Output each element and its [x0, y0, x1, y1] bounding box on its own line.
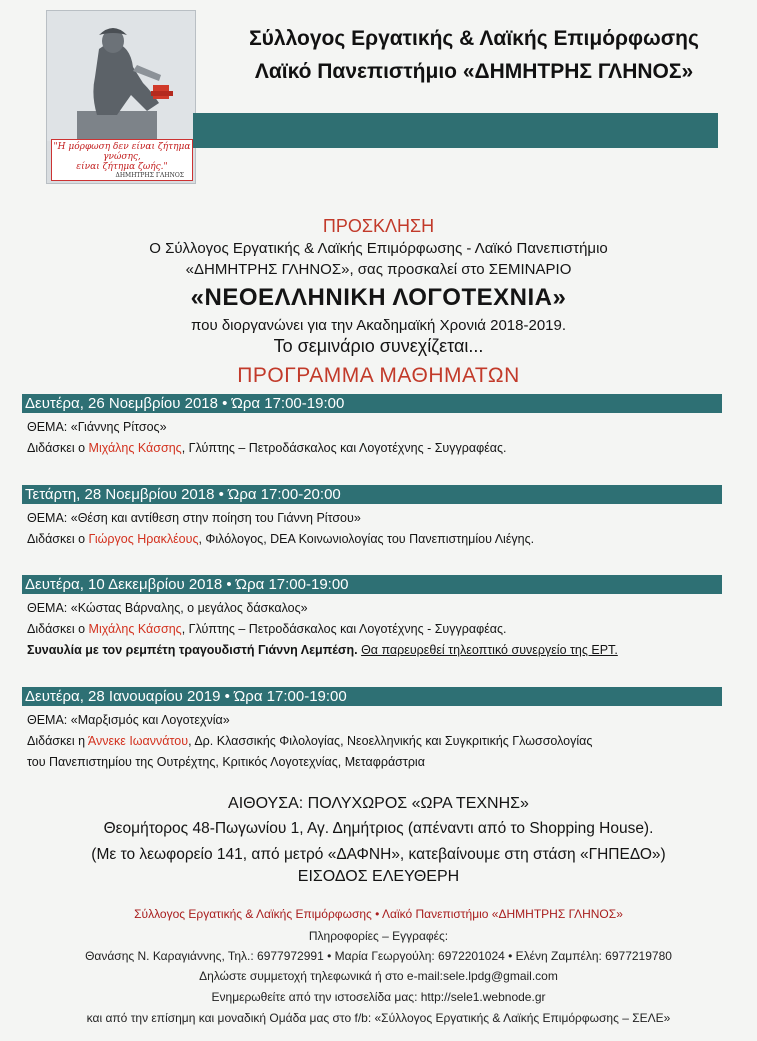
logo-quote: [51, 139, 193, 181]
session-extra-line: [22, 640, 722, 661]
seminar-title: «ΝΕΟΕΛΛΗΝΙΚΗ ΛΟΓΟΤΕΧΝΙΑ»: [190, 284, 567, 311]
free-entry: ΕΙΣΟΔΟΣ ΕΛΕΥΘΕΡΗ: [297, 868, 460, 885]
teacher-description: , Γλύπτης – Πετροδάσκαλος και Λογοτέχνης - Συγγραφέας.: [181, 441, 507, 455]
session-date: Τετάρτη, 28 Νοεμβρίου 2018 • Ώρα 17:00-20:00: [22, 485, 722, 504]
header-bar: [193, 113, 718, 148]
session-4: [22, 687, 722, 773]
footer-org: Σύλλογος Εργατικής & Λαϊκής Επιμόρφωσης • Λαϊκό Πανεπιστήμιο «ΔΗΜΗΤΡΗΣ ΓΛΗΝΟΣ»: [134, 907, 623, 921]
teacher-prefix: Διδάσκει η: [27, 734, 88, 748]
teacher-description: , Γλύπτης – Πετροδάσκαλος και Λογοτέχνης - Συγγραφέας.: [181, 622, 507, 636]
session-teacher-line: [22, 529, 722, 550]
program-title: ΠΡΟΓΡΑΜΜΑ ΜΑΘΗΜΑΤΩΝ: [237, 364, 520, 387]
teacher-prefix: Διδάσκει ο: [27, 441, 89, 455]
session-date: Δευτέρα, 28 Ιανουαρίου 2019 • Ώρα 17:00-19:00: [22, 687, 722, 706]
logo-quote-line1: "Η μόρφωση δεν είναι ζήτημα γνώσης,: [53, 142, 191, 162]
footer-contacts: Θανάσης Ν. Καραγιάννης, Τηλ.: 6977972991 • Μαρία Γεωργούλη: 6972201024 • Ελένη Ζαμπέλη: 6977219780: [85, 949, 672, 963]
teacher-name: Γιώργος Ηρακλέους: [88, 532, 199, 546]
footer-website[interactable]: Ενημερωθείτε από την ιστοσελίδα μας: http://sele1.webnode.gr: [211, 990, 546, 1004]
session-teacher-line: [22, 731, 722, 752]
session-teacher-line: [22, 619, 722, 640]
teacher-prefix: Διδάσκει ο: [27, 532, 89, 546]
footer-facebook: και από την επίσημη και μοναδική Ομάδα μας στο f/b: «Σύλλογος Εργατικής & Λαϊκής Επιμόρφωσης – ΣΕΛΕ»: [86, 1011, 671, 1025]
tv-crew-note: Θα παρευρεθεί τηλεοπτικό συνεργείο της ΕΡΤ.: [361, 643, 618, 657]
session-teacher-line: [22, 438, 722, 459]
org-title-line1: Σύλλογος Εργατικής & Λαϊκής Επιμόρφωσης: [249, 27, 699, 50]
teacher-description: , Φιλόλογος, DEA Κοινωνιολογίας του Πανεπιστημίου Λιέγης.: [198, 532, 535, 546]
session-topic: ΘΕΜΑ: «Θέση και αντίθεση στην ποίηση του Γιάννη Ρίτσου»: [27, 511, 361, 525]
intro-line1: Ο Σύλλογος Εργατικής & Λαϊκής Επιμόρφωσης - Λαϊκό Πανεπιστήμιο: [149, 240, 608, 257]
teacher-name: Άννεκε Ιωαννάτου: [87, 734, 189, 748]
venue-hall: ΑΙΘΟΥΣΑ: ΠΟΛΥΧΩΡΟΣ «ΩΡΑ ΤΕΧΝΗΣ»: [228, 795, 529, 812]
continues-line: Το σεμινάριο συνεχίζεται...: [273, 336, 484, 356]
session-1: [22, 394, 722, 459]
teacher-name: Μιχάλης Κάσσης: [88, 441, 182, 455]
invitation-title: ΠΡΟΣΚΛΗΣΗ: [322, 216, 435, 236]
session-teacher-line2: του Πανεπιστημίου της Ουτρέχτης, Κριτικός Λογοτεχνίας, Μεταφράστρια: [27, 755, 425, 769]
session-date: Δευτέρα, 10 Δεκεμβρίου 2018 • Ώρα 17:00-19:00: [22, 575, 722, 594]
session-topic: ΘΕΜΑ: «Μαρξισμός και Λογοτεχνία»: [27, 713, 230, 727]
logo-quote-line2: είναι ζήτημα ζωής.": [76, 162, 168, 172]
session-date: Δευτέρα, 26 Νοεμβρίου 2018 • Ώρα 17:00-19:00: [22, 394, 722, 413]
teacher-name: Μιχάλης Κάσσης: [88, 622, 182, 636]
concert-note: Συναυλία με τον ρεμπέτη τραγουδιστή Γιάννη Λεμπέση.: [27, 643, 362, 657]
footer-info: Πληροφορίες – Εγγραφές:: [308, 929, 449, 943]
org-title-line2: Λαϊκό Πανεπιστήμιο «ΔΗΜΗΤΡΗΣ ΓΛΗΝΟΣ»: [254, 60, 694, 83]
session-topic: ΘΕΜΑ: «Κώστας Βάρναλης, ο μεγάλος δάσκαλος»: [27, 601, 308, 615]
session-3: [22, 575, 722, 661]
venue-bus-directions: (Με το λεωφορείο 141, από μετρό «ΔΑΦΝΗ», κατεβαίνουμε στη στάση «ΓΗΠΕΔΟ»): [91, 846, 666, 863]
session-topic: ΘΕΜΑ: «Γιάννης Ρίτσος»: [27, 420, 167, 434]
session-2: [22, 485, 722, 550]
teacher-description: , Δρ. Κλασσικής Φιλολογίας, Νεοελληνικής και Συγκριτικής Γλωσσολογίας: [188, 734, 593, 748]
logo-signature: ΔΗΜΗΤΡΗΣ ΓΛΗΝΟΣ: [115, 172, 184, 179]
venue-address: Θεομήτορος 48-Πωγωνίου 1, Αγ. Δημήτριος (απέναντι από το Shopping House).: [103, 820, 654, 837]
logo: [46, 10, 196, 184]
intro-line2: «ΔΗΜΗΤΡΗΣ ΓΛΗΝΟΣ», σας προσκαλεί στο ΣΕΜΙΝΑΡΙΟ: [185, 261, 572, 278]
footer-declare[interactable]: Δηλώστε συμμετοχή τηλεφωνικά ή στο e-mail:sele.lpdg@gmail.com: [199, 969, 558, 983]
organized-line: που διοργανώνει για την Ακαδημαϊκή Χρονιά 2018-2019.: [190, 317, 567, 334]
teacher-prefix: Διδάσκει ο: [27, 622, 89, 636]
statue-image: [47, 11, 195, 141]
